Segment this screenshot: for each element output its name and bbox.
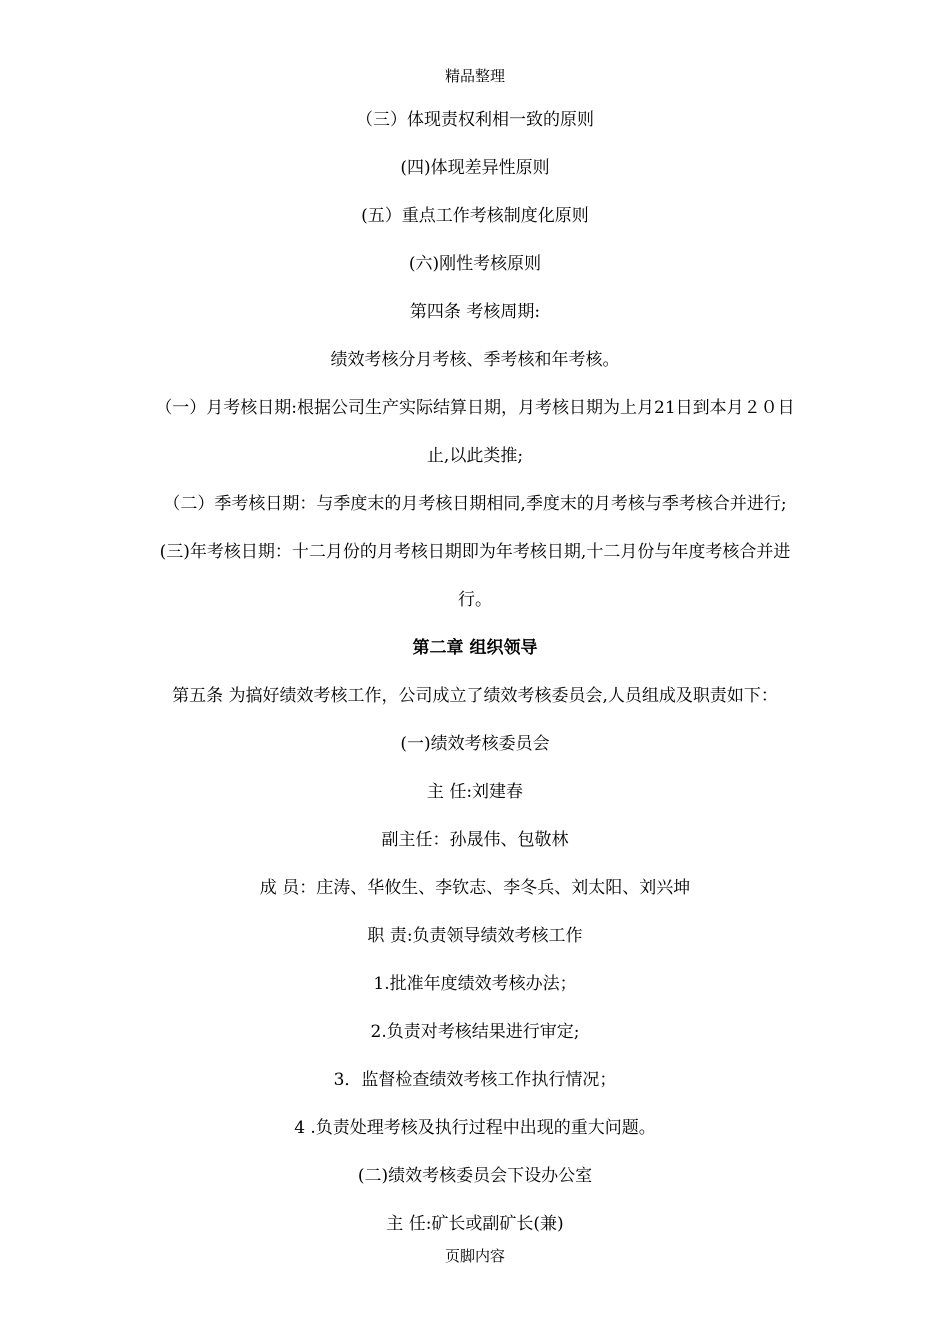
duty-2: 2.负责对考核结果进行审定; bbox=[370, 1022, 580, 1042]
committee-director: 主 任:刘建春 bbox=[426, 782, 524, 802]
annual-review-line-1: (三)年考核日期：十二月份的月考核日期即为年考核日期,十二月份与年度考核合并进 bbox=[159, 542, 791, 562]
committee-duties: 职 责:负责领导绩效考核工作 bbox=[367, 926, 583, 946]
principle-5: (五）重点工作考核制度化原则 bbox=[361, 206, 589, 226]
committee-heading: (一)绩效考核委员会 bbox=[400, 734, 550, 754]
article-4-heading: 第四条 考核周期: bbox=[409, 302, 541, 322]
office-heading: (二)绩效考核委员会下设办公室 bbox=[357, 1166, 593, 1186]
principle-6: (六)刚性考核原则 bbox=[408, 254, 542, 274]
office-director: 主 任:矿长或副矿长(兼) bbox=[386, 1214, 564, 1234]
committee-deputy-director: 副主任：孙晟伟、包敬林 bbox=[381, 830, 569, 850]
monthly-review-line-2: 止,以此类推; bbox=[426, 446, 524, 466]
duty-4: 4 .负责处理考核及执行过程中出现的重大问题。 bbox=[294, 1118, 656, 1138]
article-4-intro: 绩效考核分月考核、季考核和年考核。 bbox=[330, 350, 620, 370]
duty-1: 1.批准年度绩效考核办法； bbox=[373, 974, 577, 994]
page-header: 精品整理 bbox=[444, 67, 505, 85]
quarterly-review: （二）季考核日期：与季度末的月考核日期相同,季度末的月考核与季考核合并进行; bbox=[163, 494, 787, 514]
document-body bbox=[0, 96, 950, 1248]
annual-review-line-2: 行。 bbox=[458, 590, 492, 610]
page-footer: 页脚内容 bbox=[444, 1247, 505, 1265]
committee-members: 成 员：庄涛、华攸生、李钦志、李冬兵、刘太阳、刘兴坤 bbox=[259, 878, 691, 898]
monthly-review-line-1: （一）月考核日期:根据公司生产实际结算日期，月考核日期为上月21日到本月２０日 bbox=[155, 398, 795, 418]
duty-3: 3．监督检查绩效考核工作执行情况； bbox=[333, 1070, 617, 1090]
principle-4: (四)体现差异性原则 bbox=[400, 158, 550, 178]
principle-3: （三）体现责权利相一致的原则 bbox=[356, 110, 594, 130]
chapter-2-heading: 第二章 组织领导 bbox=[412, 638, 538, 658]
article-5: 第五条 为搞好绩效考核工作，公司成立了绩效考核委员会,人员组成及职责如下： bbox=[172, 686, 778, 706]
